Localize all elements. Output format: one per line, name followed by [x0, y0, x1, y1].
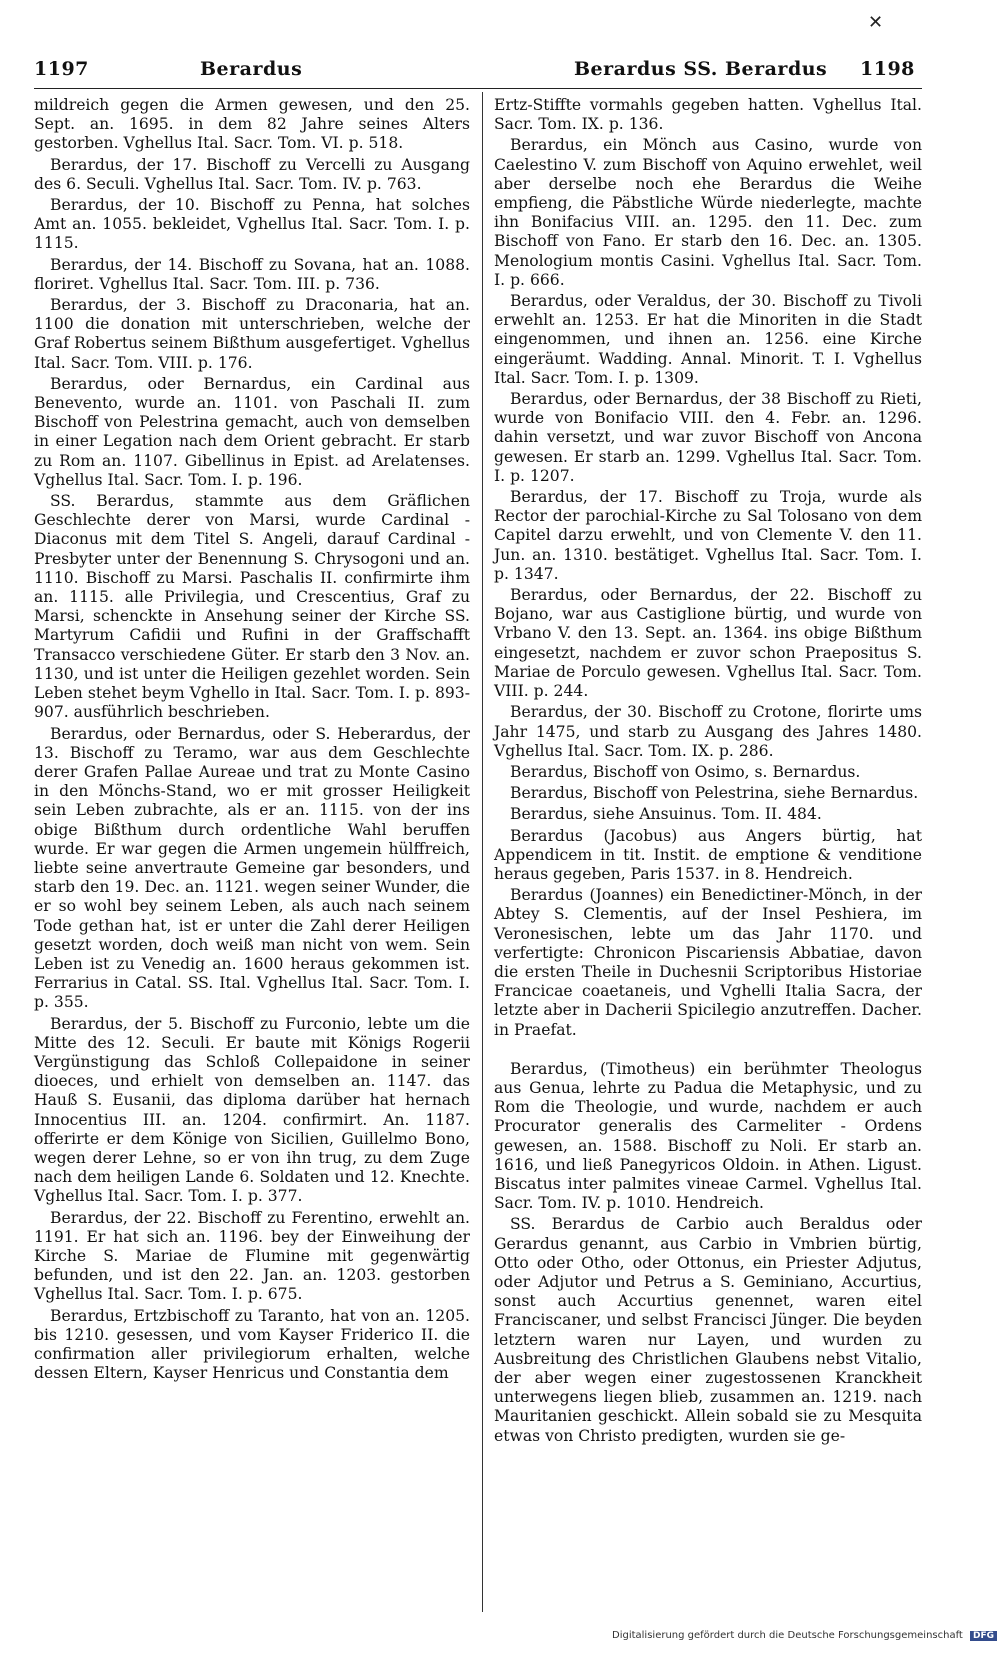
entry: Berardus, Bischoff von Pelestrina, siehe Bernardus.	[510, 784, 919, 803]
entry: Berardus, oder Bernardus, ein Cardinal aus Benevento, wurde an. 1101. von Paschali II. zum Bischoff von Pelestrina gemacht, auch von demselben in einer Legation nach dem Orient gebracht. Er starb zu Rom an. 1107. Gibellinus in Epist. ad Arelatenses. Vghellus Ital. Sacr. Tom. I. p. 196.	[34, 374, 470, 489]
entry: Berardus, der 3. Bischoff zu Draconaria, hat an. 1100 die donation mit unterschrieben, welche der Graf Robertus seinem Bißthum ausgefertiget. Vghellus Ital. Sacr. Tom. VIII. p. 176.	[34, 296, 470, 372]
entry: Berardus, ein Mönch aus Casino, wurde von Caelestino V. zum Bischoff von Aquino erwehlet, weil aber derselbe noch ehe Berardus die Weihe empfieng, die Päbstliche Würde niederlegte, machte ihn Bonifacius VIII. an. 1295. den 11. Dec. zum Bischoff von Fano. Er starb den 16. Dec. an. 1305. Menologium montis Casini. Vghellus Ital. Sacr. Tom. I. p. 666.	[494, 136, 922, 289]
entry: Berardus, oder Veraldus, der 30. Bischoff zu Tivoli erwehlt an. 1253. Er hat die Minoriten in die Stadt eingenommen, und ihnen an. 1256. eine Kirche eingeräumt. Wadding. Annal. Minorit. T. I. Vghellus Ital. Sacr. Tom. I. p. 1309.	[494, 292, 922, 387]
left-page-number: 1197	[34, 58, 89, 80]
entry: Ertz-Stiffte vormahls gegeben hatten. Vghellus Ital. Sacr. Tom. IX. p. 136.	[494, 96, 922, 134]
entry: Berardus (Joannes) ein Benedictiner-Mönch, in der Abtey S. Clementis, auf der Insel Peshiera, im Veronesischen, lebte um das Jahr 1170. und verfertigte: Chronicon Piscariensis Abbatiae, davon die ersten Theile in Duchesnii Scriptoribus Historiae Francicae coaetaneis, und Vghelli Italia Sacra, der letzte aber in Dacherii Spicilegio anzutreffen. Dacher. in Praefat.	[494, 886, 922, 1039]
entry: Berardus, (Timotheus) ein berühmter Theologus aus Genua, lehrte zu Padua die Metaphysic, und zu Rom die Theologie, und wurde, nachdem er auch Procurator generalis des Carmeliter - Ordens gewesen, an. 1588. Bischoff zu Noli. Er starb an. 1616, und ließ Panegyricos Oldoin. in Athen. Ligust. Biscatus inter palmites vineae Carmel. Vghellus Ital. Sacr. Tom. IV. p. 1010. Hendreich.	[494, 1059, 922, 1213]
entry: Berardus, Bischoff von Osimo, s. Bernardus.	[510, 762, 861, 781]
right-column	[494, 96, 922, 1448]
spacer	[494, 1042, 922, 1060]
entry: SS. Berardus, stammte aus dem Gräflichen Geschlechte derer von Marsi, wurde Cardinal - Diaconus mit dem Titel S. Angeli, darauf Cardinal - Presbyter unter der Benennung S. Chrysogoni und an. 1110. Bischoff zu Marsi. Paschalis II. confirmirte ihm an. 1115. alle Privilegia, und Crescentius, Graf zu Marsi, schenckte in Ansehung seiner der Kirche SS. Martyrum Cafidii und Rufini in der Graffschafft Transacco verschiedene Güter. Er starb den 3 Nov. an. 1130, und ist unter die Heiligen gezehlet worden. Sein Leben stehet beym Vghello in Ital. Sacr. Tom. I. p. 893-907. ausführlich beschrieben.	[34, 492, 470, 722]
entry: Berardus, oder Bernardus, oder S. Heberardus, der 13. Bischoff zu Teramo, war aus dem Geschlechte derer Grafen Pallae Aureae und trat zu Monte Casino in den Mönchs-Stand, wo er mit grosser Heiligkeit sein Leben zubrachte, als er an. 1115. von der ins obige Bißthum durch ordentliche Wahl beruffen wurde. Er war gegen die Armen ungemein hülffreich, liebte seine anvertraute Gemeine gar besonders, und starb den 19. Dec. an. 1121. wegen seiner Wunder, die er so wohl bey seinem Leben, als auch nach seinem Tode gethan hat, ist er unter die Zahl derer Heiligen gesetzt worden, doch weiß man nicht von wem. Sein Leben ist zu Venedig an. 1600 heraus gekommen ist. Ferrarius in Catal. SS. Ital. Vghellus Ital. Sacr. Tom. I. p. 355.	[34, 724, 470, 1012]
footer-text: Digitalisierung gefördert durch die Deutsche Forschungsgemeinschaft	[612, 1630, 963, 1641]
entry: Berardus, der 14. Bischoff zu Sovana, hat an. 1088. floriret. Vghellus Ital. Sacr. Tom. III. p. 736.	[34, 255, 470, 293]
entry: Berardus, oder Bernardus, der 38 Bischoff zu Rieti, wurde von Bonifacio VIII. den 4. Febr. an. 1296. dahin versetzt, und war zuvor Bischoff von Ancona gewesen. Er starb an. 1299. Vghellus Ital. Sacr. Tom. I. p. 1207.	[494, 390, 922, 485]
entry: mildreich gegen die Armen gewesen, und den 25. Sept. an. 1695. in dem 82 Jahre seines Alters gestorben. Vghellus Ital. Sacr. Tom. VI. p. 518.	[34, 96, 470, 153]
entry: Berardus, der 30. Bischoff zu Crotone, florirte ums Jahr 1475, und starb zu Ausgang des Jahres 1480. Vghellus Ital. Sacr. Tom. IX. p. 286.	[494, 703, 922, 760]
entry: Berardus, der 22. Bischoff zu Ferentino, erwehlt an. 1191. Er hat sich an. 1196. bey der Einweihung der Kirche S. Mariae de Flumine mit gegenwärtig befunden, und ist den 22. Jan. an. 1203. gestorben Vghellus Ital. Sacr. Tom. I. p. 675.	[34, 1208, 470, 1304]
entry: Berardus (Jacobus) aus Angers bürtig, hat Appendicem in tit. Instit. de emptione & venditione heraus gegeben, Paris 1537. in 8. Hendreich.	[494, 826, 922, 883]
left-running-title: Berardus	[200, 58, 303, 80]
corner-mark: ✕	[868, 12, 884, 33]
entry: Berardus, oder Bernardus, der 22. Bischoff zu Bojano, war aus Castiglione bürtig, und wurde von Vrbano V. den 13. Sept. an. 1364. ins obige Bißthum eingesetzt, nachdem er zuvor schon Praepositus S. Mariae de Porculo gewesen. Vghellus Ital. Sacr. Tom. VIII. p. 244.	[494, 586, 922, 701]
header-rule	[34, 88, 922, 89]
entry: Berardus, Ertzbischoff zu Taranto, hat von an. 1205. bis 1210. gesessen, und vom Kayser Friderico II. die confirmation aller privilegiorum erhalten, welche dessen Eltern, Kayser Henricus und Constantia dem	[34, 1306, 470, 1383]
entry: Berardus, der 17. Bischoff zu Troja, wurde als Rector der parochial-Kirche zu Sal Tolosano von dem Capitel darzu erwehlt, und von Clemente V. den 11. Jun. an. 1310. bestätiget. Vghellus Ital. Sacr. Tom. I. p. 1347.	[494, 488, 922, 583]
right-page-number: 1198	[860, 58, 915, 80]
digitization-footer	[612, 1630, 997, 1641]
column-divider	[482, 92, 483, 1612]
entry: Berardus, der 10. Bischoff zu Penna, hat solches Amt an. 1055. bekleidet, Vghellus Ital. Sacr. Tom. I. p. 1115.	[34, 196, 470, 253]
entry: Berardus, der 5. Bischoff zu Furconio, lebte um die Mitte des 12. Seculi. Er baute mit Königs Rogerii Vergünstigung das Schloß Collepaidone in seiner dioeces, und erhielt von demselben an. 1147. das Hauß S. Eusanii, das diploma darüber hat hernach Innocentius III. an. 1204. confirmirt. An. 1187. offerirte er dem Könige von Sicilien, Guillelmo Bono, wegen derer Lehne, so er von ihn trug, zu dem Zuge nach dem heiligen Lande 6. Soldaten und 12. Knechte. Vghellus Ital. Sacr. Tom. I. p. 377.	[34, 1014, 470, 1206]
right-running-title: Berardus SS. Berardus	[574, 58, 828, 80]
left-column	[34, 96, 470, 1385]
entry: Berardus, siehe Ansuinus. Tom. II. 484.	[510, 805, 822, 824]
entry: Berardus, der 17. Bischoff zu Vercelli zu Ausgang des 6. Seculi. Vghellus Ital. Sacr. Tom. IV. p. 763.	[34, 155, 470, 193]
dfg-logo: DFG	[970, 1631, 997, 1641]
entry: SS. Berardus de Carbio auch Beraldus oder Gerardus genannt, aus Carbio in Vmbrien bürtig, Otto oder Otho, oder Ottonus, ein Priester Adjutus, oder Adjutor und Petrus a S. Geminiano, Accurtius, sonst auch Accurtius genennet, waren eitel Franciscaner, und selbst Francisci Jünger. Die beyden letztern waren nur Layen, und wurden zu Ausbreitung des Christlichen Glaubens nebst Vitalio, der aber wegen einer zugestossenen Kranckheit unterwegens liegen blieb, zusammen an. 1219. nach Mauritanien geschickt. Allein sobald sie zu Mesquita etwas von Christo predigten, wurden sie ge-	[494, 1215, 922, 1445]
